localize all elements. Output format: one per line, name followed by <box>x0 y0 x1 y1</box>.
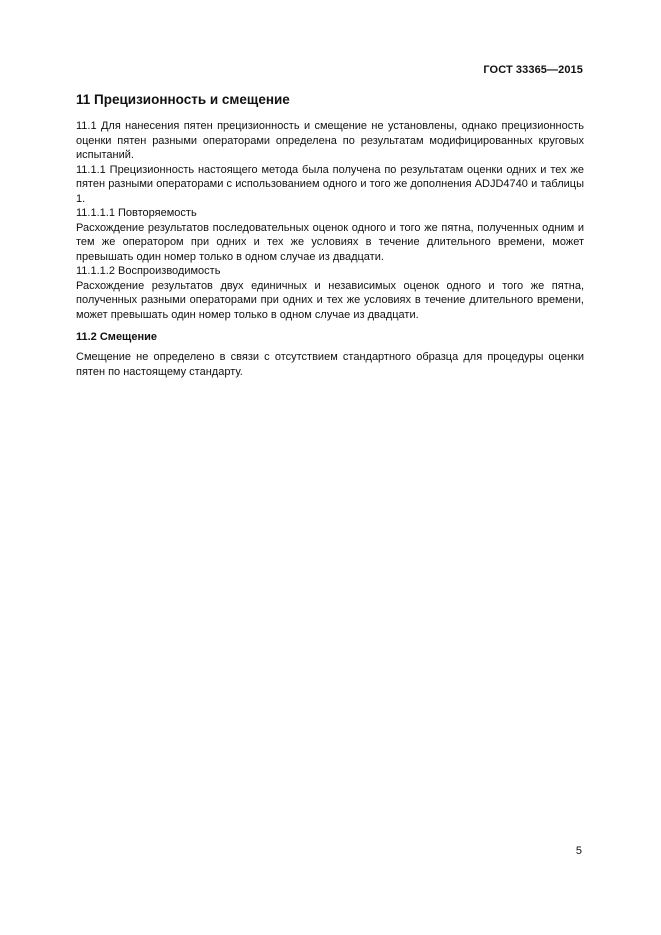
heading-reproducibility: 11.1.1.2 Воспроизводимость <box>76 265 221 277</box>
paragraph-11-1: 11.1 Для нанесения пятен прецизионность и смещение не установлены, однако прецизионность оценки пятен разными операторами определена по результатам модифицированных круговых испытаний. <box>76 120 584 161</box>
page-number: 5 <box>575 845 582 857</box>
page-content <box>76 91 584 379</box>
paragraph-bias: Смещение не определено в связи с отсутствием стандартного образца для процедуры оценки пятен по настоящему стандарту. <box>76 351 584 378</box>
paragraph-reproducibility: Расхождение результатов двух единичных и независимых оценок одного и того же пятна, полученных разными операторами при одних и тех же условиях в течение длительного времени, может превышать один номер только в одном случае из двадцати. <box>76 279 584 321</box>
paragraph-11-1-1: 11.1.1 Прецизионность настоящего метода была получена по результатам оценки одних и тех же пятен разными операторами с использованием одного и того же дополнения ADJD4740 и таблицы 1. <box>76 163 584 205</box>
section-title: 11 Прецизионность и смещение <box>76 92 290 107</box>
heading-repeatability: 11.1.1.1 Повторяемость <box>76 207 197 219</box>
subsection-title: 11.2 Смещение <box>76 331 157 343</box>
paragraph-repeatability: Расхождение результатов последовательных оценок одного и того же пятна, полученных одним и тем же оператором при одних и тех же условиях в течение длительного времени, может превышать один номер только в одном случае из двадцати. <box>76 221 584 263</box>
document-code: ГОСТ 33365—2015 <box>483 64 583 76</box>
